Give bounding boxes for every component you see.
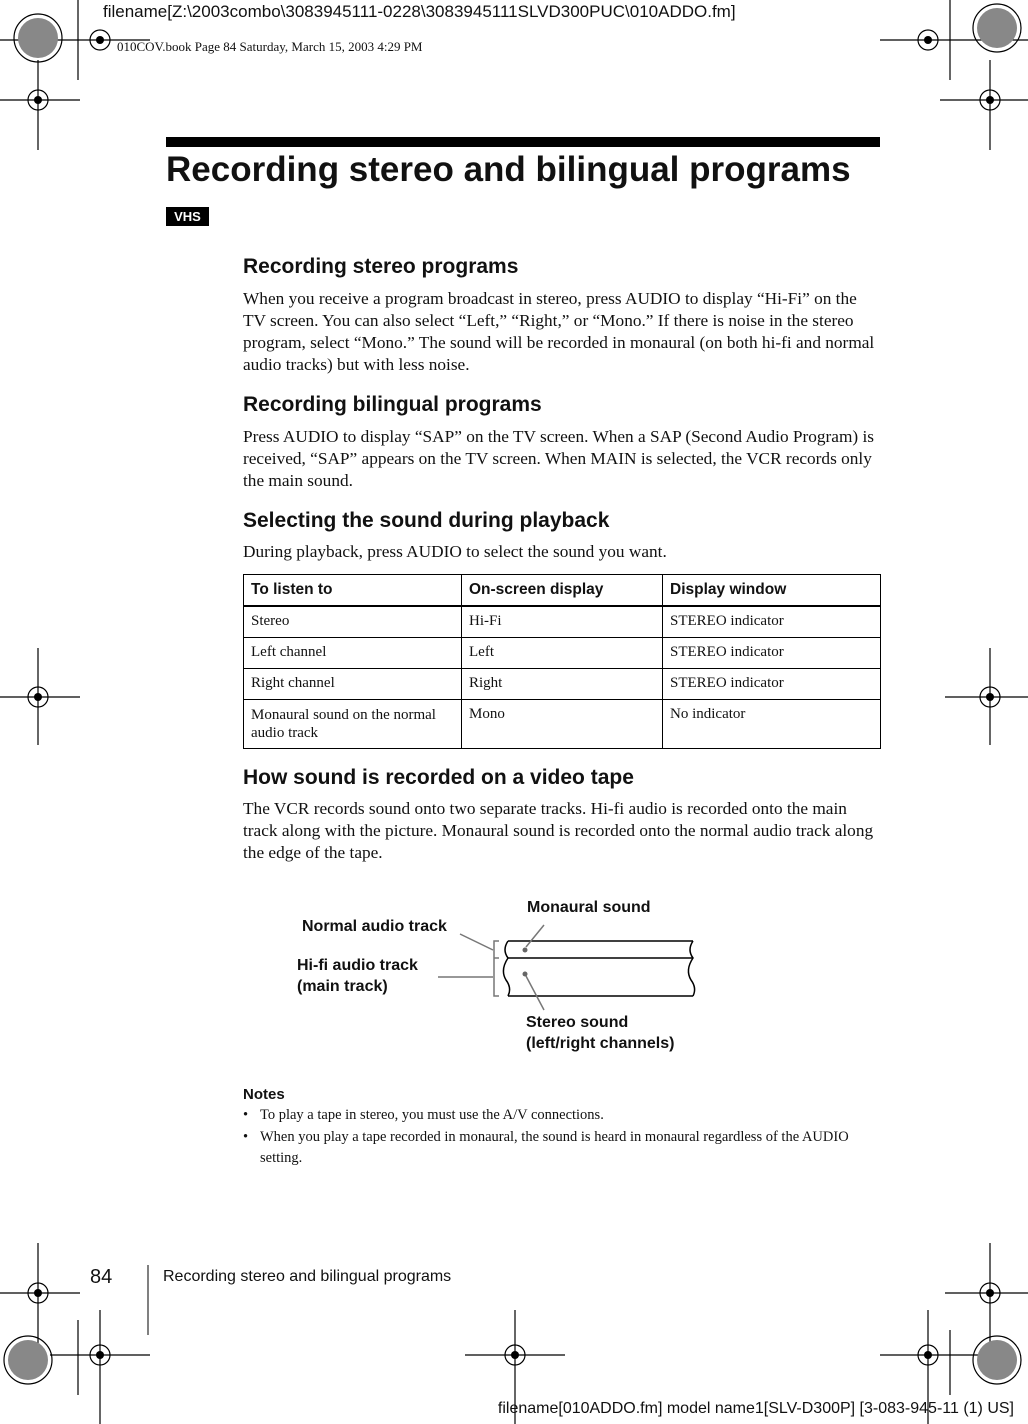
label-normal-audio-track: Normal audio track [302, 918, 447, 935]
footer-filename: filename[010ADDO.fm] model name1[SLV-D300P] [3-083-945-11 (1) US] [497, 1400, 1014, 1417]
label-stereo-sound: Stereo sound [526, 1014, 629, 1031]
note-text: When you play a tape recorded in monaural, the sound is heard in monaural regardless of the AUDIO setting. [260, 1129, 849, 1166]
table-header-row [244, 575, 881, 607]
vhs-badge: VHS [166, 207, 209, 226]
note-item [243, 1127, 883, 1169]
note-item [243, 1105, 883, 1126]
title-rule [166, 137, 880, 147]
bullet: • [243, 1129, 249, 1145]
table-row [244, 669, 881, 700]
table-cell: Stereo [244, 606, 462, 638]
section-body: The VCR records sound onto two separate tracks. Hi-fi audio is recorded onto the main track along with the picture. Monaural sound is recorded onto the normal audio track along the edge of the tape. [243, 799, 874, 862]
section-heading: Selecting the sound during playback [243, 509, 610, 532]
table-cell: Right [462, 669, 663, 700]
column-header: To listen to [244, 575, 462, 607]
column-header: On-screen display [462, 575, 663, 607]
sound-table [243, 574, 881, 749]
bullet: • [243, 1107, 249, 1123]
section-heading: Recording stereo programs [243, 255, 519, 278]
section-body: When you receive a program broadcast in stereo, press AUDIO to display “Hi-Fi” on the TV screen. You can also select “Left,” “Right,” or “Mono.” If there is noise in the stereo program, select “Mono.” The sound will be recorded in monaural (on both hi-fi and normal audio tracks) but with less noise. [243, 289, 875, 374]
column-header: Display window [663, 575, 881, 607]
table-cell: STEREO indicator [663, 606, 881, 638]
header-filename: filename[Z:\2003combo\3083945111-0228\3083945111SLVD300PUC\010ADDO.fm] [103, 2, 736, 21]
table-cell: STEREO indicator [663, 669, 881, 700]
running-title: Recording stereo and bilingual programs [163, 1268, 452, 1285]
table-cell: Hi-Fi [462, 606, 663, 638]
label-main-track: (main track) [297, 978, 388, 995]
note-text: To play a tape in stereo, you must use the A/V connections. [260, 1107, 604, 1123]
label-hifi-track: Hi-fi audio track [297, 957, 418, 974]
book-info: 010COV.book Page 84 Saturday, March 15, 2003 4:29 PM [117, 39, 423, 54]
table-row [244, 606, 881, 638]
notes-heading: Notes [243, 1086, 285, 1103]
table-cell: No indicator [663, 700, 881, 749]
table-cell: Monaural sound on the normal audio track [244, 700, 462, 749]
section-body: During playback, press AUDIO to select the sound you want. [243, 542, 667, 561]
table-row [244, 700, 881, 749]
table-cell: Right channel [244, 669, 462, 700]
section-heading: How sound is recorded on a video tape [243, 766, 634, 789]
section-heading: Recording bilingual programs [243, 393, 542, 416]
table-cell: Left [462, 638, 663, 669]
section-body: Press AUDIO to display “SAP” on the TV screen. When a SAP (Second Audio Program) is received, “SAP” appears on the TV screen. When MAIN is selected, the VCR records only the main sound. [243, 427, 875, 490]
table-cell: Left channel [244, 638, 462, 669]
label-stereo-channels: (left/right channels) [526, 1035, 675, 1052]
table-cell: Mono [462, 700, 663, 749]
page-title: Recording stereo and bilingual programs [166, 150, 851, 189]
label-monaural-sound: Monaural sound [527, 899, 651, 916]
table-cell: STEREO indicator [663, 638, 881, 669]
page-number: 84 [90, 1266, 113, 1288]
table-row [244, 638, 881, 669]
